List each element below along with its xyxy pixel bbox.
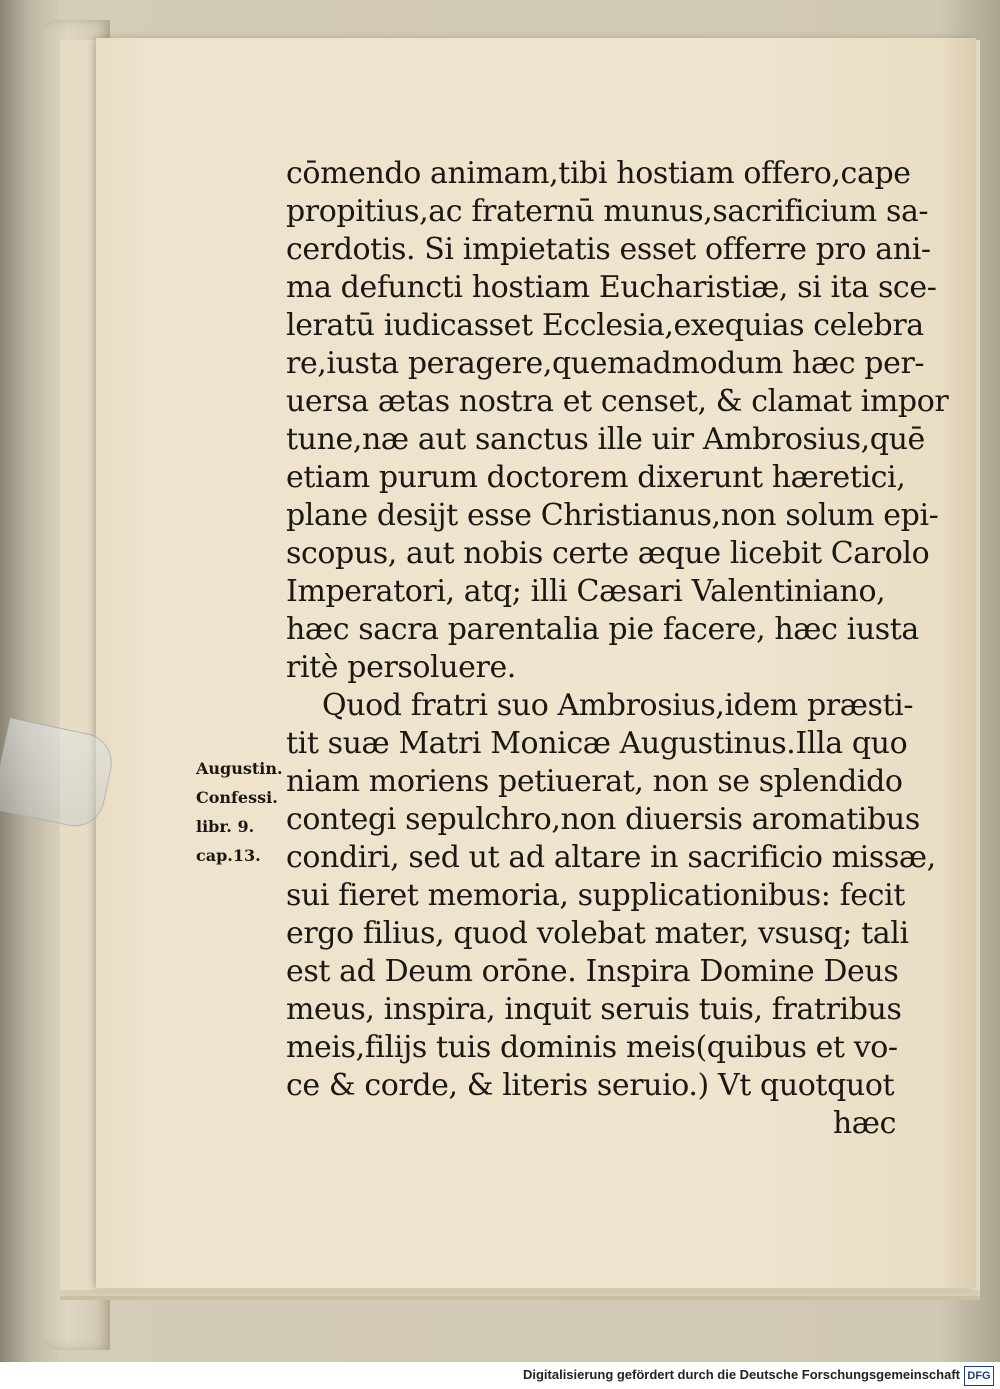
text-line: Imperatori, atq; illi Cæsari Valentiniano, bbox=[286, 574, 886, 609]
text-line: Quod fratri suo Ambrosius,idem præsti- bbox=[322, 688, 914, 723]
marginal-note-line: Augustin. bbox=[196, 759, 283, 778]
text-line: ma defuncti hostiam Eucharistiæ, si ita sce- bbox=[286, 270, 937, 305]
footer-credit-bar bbox=[0, 1362, 1000, 1389]
text-line: tit suæ Matri Monicæ Augustinus.Illa quo bbox=[286, 726, 908, 761]
text-line: propitius,ac fraternū munus,sacrificium sa- bbox=[286, 194, 929, 229]
text-line: cōmendo animam,tibi hostiam offero,cape bbox=[286, 156, 911, 191]
text-line: sui fieret memoria, supplicationibus: fecit bbox=[286, 878, 905, 913]
text-line: etiam purum doctorem dixerunt hæretici, bbox=[286, 460, 906, 495]
main-text-block bbox=[286, 155, 949, 1143]
marginal-note-line: cap.13. bbox=[196, 846, 261, 865]
text-line: ritè persoluere. bbox=[286, 650, 516, 685]
text-line: ce & corde, & literis seruio.) Vt quotquot bbox=[286, 1068, 895, 1103]
text-line: tune,næ aut sanctus ille uir Ambrosius,quē bbox=[286, 422, 925, 457]
marginal-note-line: Confessi. bbox=[196, 788, 278, 807]
text-line: meus, inspira, inquit seruis tuis, fratribus bbox=[286, 992, 902, 1027]
marginal-note bbox=[196, 754, 286, 870]
text-line: uersa ætas nostra et censet, & clamat impor bbox=[286, 384, 949, 419]
text-line: meis,filijs tuis dominis meis(quibus et vo- bbox=[286, 1030, 898, 1065]
text-line: leratū iudicasset Ecclesia,exequias celebra bbox=[286, 308, 924, 343]
dfg-logo-icon: DFG bbox=[964, 1366, 994, 1386]
text-line: scopus, aut nobis certe æque licebit Carolo bbox=[286, 536, 930, 571]
text-line: condiri, sed ut ad altare in sacrificio missæ, bbox=[286, 840, 936, 875]
marginal-note-line: libr. 9. bbox=[196, 817, 255, 836]
catchword: hæc bbox=[832, 1106, 896, 1141]
text-line: niam moriens petiuerat, non se splendido bbox=[286, 764, 903, 799]
text-line: hæc sacra parentalia pie facere, hæc iusta bbox=[286, 612, 919, 647]
text-line: cerdotis. Si impietatis esset offerre pro ani- bbox=[286, 232, 931, 267]
text-line: re,iusta peragere,quemadmodum hæc per- bbox=[286, 346, 925, 381]
text-line: ergo filius, quod volebat mater, vsusq; tali bbox=[286, 916, 909, 951]
footer-credit-text: Digitalisierung gefördert durch die Deutsche Forschungsgemeinschaft bbox=[522, 1367, 960, 1382]
text-line: est ad Deum orōne. Inspira Domine Deus bbox=[286, 954, 899, 989]
text-line: plane desijt esse Christianus,non solum epi- bbox=[286, 498, 939, 533]
text-line: contegi sepulchro,non diuersis aromatibus bbox=[286, 802, 920, 837]
